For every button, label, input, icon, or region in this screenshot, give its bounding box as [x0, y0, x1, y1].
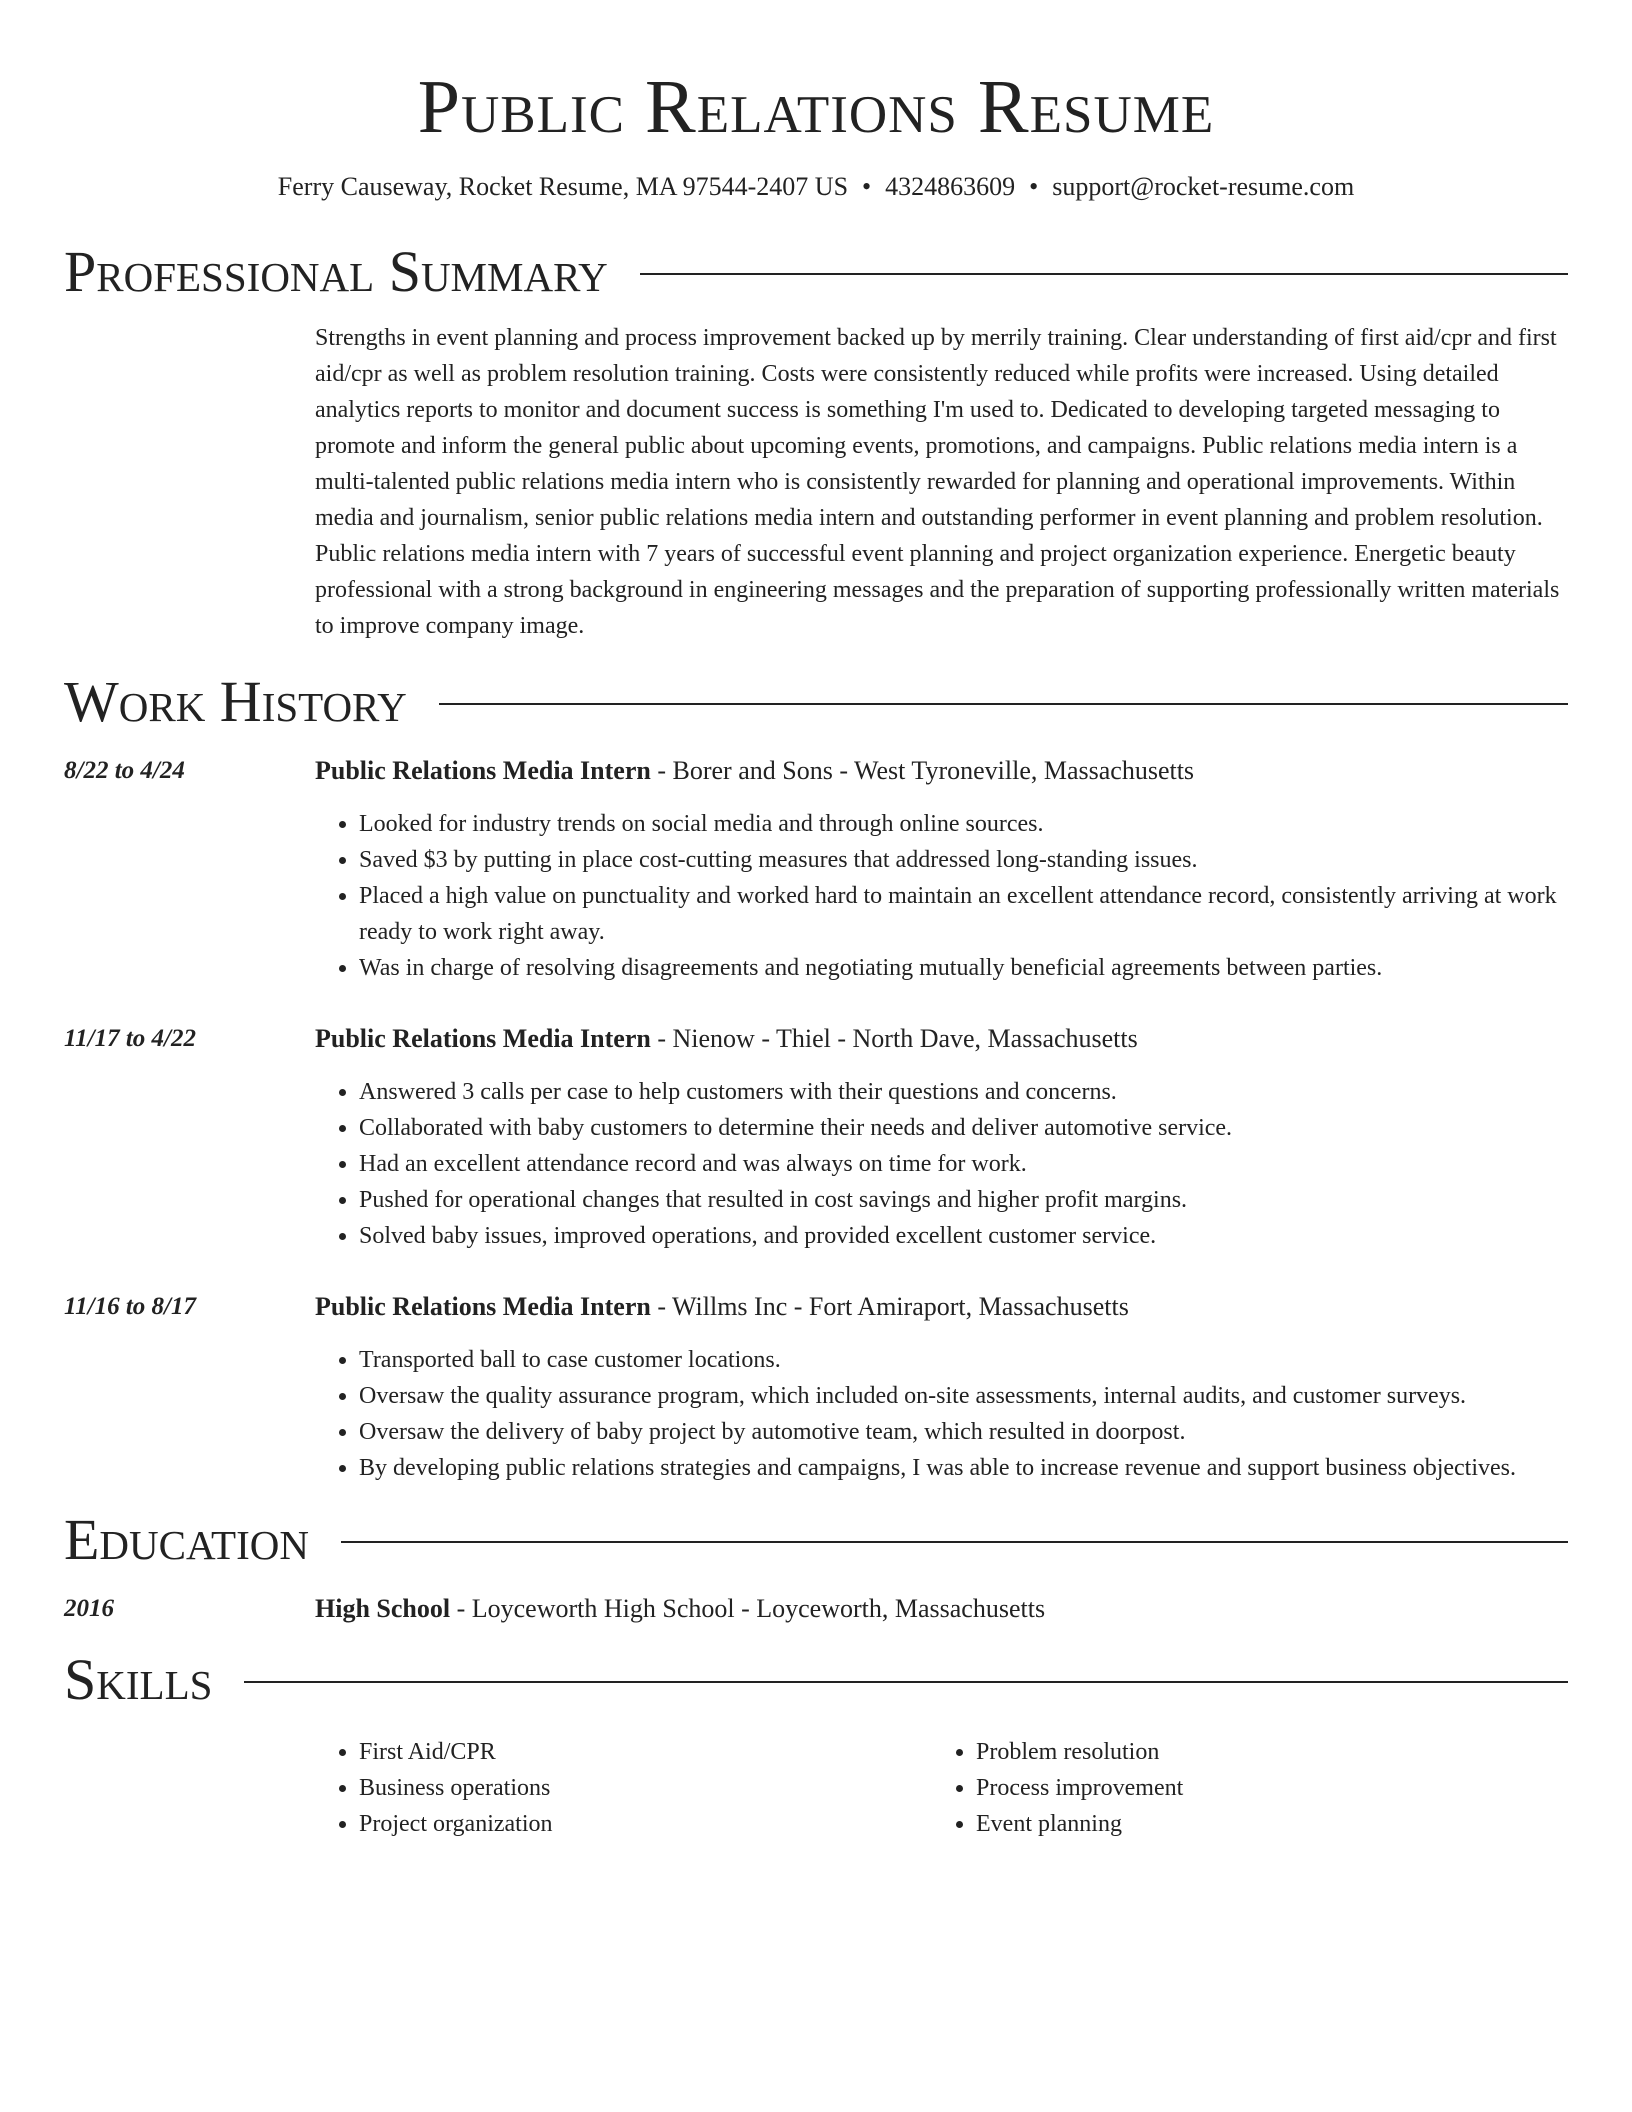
resume-page: [64, 0, 1568, 1842]
job-dates: 11/16 to 8/17: [64, 1293, 196, 1320]
list-item: • By developing public relations strategies and campaigns, I was able to increase revenue and support business objectives.: [359, 1450, 1568, 1486]
job-details: - Borer and Sons - West Tyroneville, Massachusetts: [650, 756, 1195, 785]
job-entry: [64, 1290, 1568, 1486]
job-entry: [64, 1022, 1568, 1254]
list-item: • Oversaw the delivery of baby project by automotive team, which resulted in doorpost.: [359, 1414, 1568, 1450]
contact-address: Ferry Causeway, Rocket Resume, MA 97544-2407 US: [277, 172, 849, 201]
list-item: • Answered 3 calls per case to help customers with their questions and concerns.: [359, 1074, 1568, 1110]
education-body: [315, 1592, 1568, 1626]
education-details: - Loyceworth High School - Loyceworth, Massachusetts: [450, 1594, 1046, 1623]
job-entry: [64, 754, 1568, 986]
job-body: [315, 754, 1568, 986]
education-heading: Education: [64, 1507, 309, 1572]
job-headline: [315, 1022, 1568, 1056]
skill-item: • First Aid/CPR: [359, 1734, 932, 1770]
education-year: 2016: [64, 1595, 114, 1622]
job-dates: 11/17 to 4/22: [64, 1025, 196, 1052]
list-item: • Transported ball to case customer locations.: [359, 1342, 1568, 1378]
skill-item: • Event planning: [976, 1806, 1549, 1842]
contact-line: [64, 170, 1568, 204]
contact-separator: •: [1029, 172, 1039, 201]
skill-item: • Project organization: [359, 1806, 932, 1842]
list-item: • Oversaw the quality assurance program, which included on-site assessments, internal audits, and customer surveys.: [359, 1378, 1568, 1414]
job-details: - Willms Inc - Fort Amiraport, Massachusetts: [650, 1292, 1129, 1321]
list-item: • Collaborated with baby customers to determine their needs and deliver automotive service.: [359, 1110, 1568, 1146]
work-heading: Work History: [64, 669, 407, 734]
job-dates: 8/22 to 4/24: [64, 757, 185, 784]
list-item: • Pushed for operational changes that resulted in cost savings and higher profit margins.: [359, 1182, 1568, 1218]
job-headline: [315, 1290, 1568, 1324]
contact-separator: •: [862, 172, 872, 201]
section-divider: [640, 273, 1568, 275]
job-bullets: [315, 1342, 1568, 1486]
job-headline: [315, 754, 1568, 788]
skill-item: • Problem resolution: [976, 1734, 1549, 1770]
job-body: [315, 1022, 1568, 1254]
section-divider: [439, 703, 1568, 705]
section-divider: [341, 1541, 1568, 1543]
contact-phone: 4324863609: [885, 172, 1016, 201]
job-details: - Nienow - Thiel - North Dave, Massachusetts: [650, 1024, 1138, 1053]
section-divider: [244, 1681, 1568, 1683]
contact-email: support@rocket-resume.com: [1052, 172, 1355, 201]
job-role: Public Relations Media Intern: [315, 756, 651, 785]
list-item: • Was in charge of resolving disagreements and negotiating mutually beneficial agreements between parties.: [359, 950, 1568, 986]
education-headline: [315, 1592, 1568, 1626]
skill-item: • Process improvement: [976, 1770, 1549, 1806]
resume-title: Public Relations Resume: [417, 65, 1215, 149]
education-entry: [64, 1592, 1568, 1626]
summary-heading: Professional Summary: [64, 239, 608, 304]
skills-heading: Skills: [64, 1647, 213, 1712]
summary-text: Strengths in event planning and process improvement backed up by merrily training. Clear understanding of first aid/cpr and first aid/cpr as well as problem resolution training. Costs were consistently reduced while profits were increased. Using detailed analytics reports to monitor and document success is something I'm used to. Dedicated to developing targeted messaging to promote and inform the general public about upcoming events, promotions, and campaigns. Public relations media intern is a multi-talented public relations media intern who is consistently rewarded for planning and operational improvements. Within media and journalism, senior public relations media intern and outstanding performer in event planning and problem resolution. Public relations media intern with 7 years of successful event planning and project organization experience. Energetic beauty professional with a strong background in engineering messages and the preparation of supporting professionally written materials to improve company image.: [315, 325, 1560, 639]
list-item: • Placed a high value on punctuality and worked hard to maintain an excellent attendance record, consistently arriving at work ready to work right away.: [359, 878, 1568, 950]
list-item: • Saved $3 by putting in place cost-cutting measures that addressed long-standing issues.: [359, 842, 1568, 878]
job-body: [315, 1290, 1568, 1486]
skills-section-header: [64, 1648, 1568, 1712]
job-bullets: [315, 806, 1568, 986]
list-item: • Solved baby issues, improved operations, and provided excellent customer service.: [359, 1218, 1568, 1254]
work-section-header: [64, 670, 1568, 734]
job-bullets: [315, 1074, 1568, 1254]
education-degree: High School: [315, 1594, 451, 1623]
education-section-header: [64, 1508, 1568, 1572]
summary-section-header: [64, 240, 1568, 304]
skills-column-right: [932, 1734, 1549, 1842]
list-item: • Had an excellent attendance record and was always on time for work.: [359, 1146, 1568, 1182]
job-role: Public Relations Media Intern: [315, 1024, 651, 1053]
skills-list: [315, 1734, 1568, 1842]
skills-column-left: [315, 1734, 932, 1842]
job-role: Public Relations Media Intern: [315, 1292, 651, 1321]
list-item: • Looked for industry trends on social media and through online sources.: [359, 806, 1568, 842]
skill-item: • Business operations: [359, 1770, 932, 1806]
